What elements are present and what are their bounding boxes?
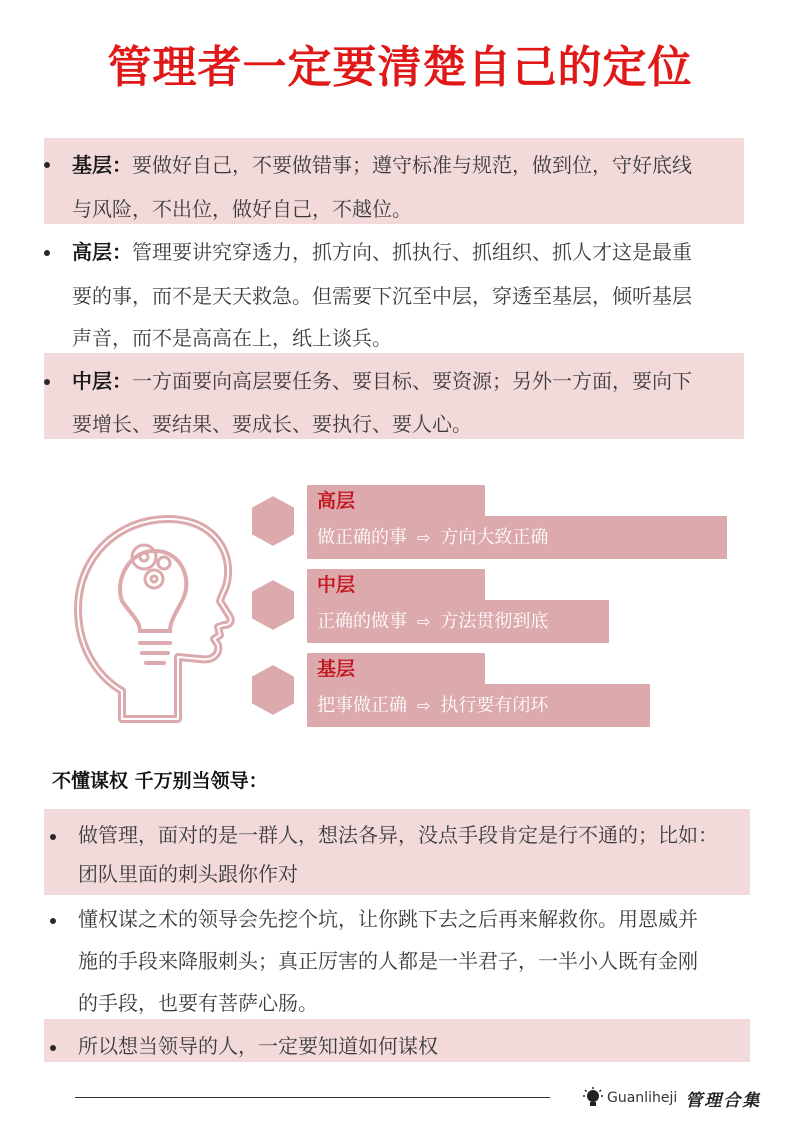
item-line-3: 的手段，也要有菩萨心肠。 xyxy=(78,991,318,1015)
item-label: 高层： xyxy=(72,240,132,264)
lightbulb-icon xyxy=(583,1087,603,1109)
bullet-dot xyxy=(44,162,50,168)
item-text: 管理要讲究穿透力，抓方向、抓执行、抓组织、抓人才这是最重 xyxy=(132,240,692,264)
item-line-2: 要增长、要结果、要成长、要执行、要人心。 xyxy=(72,412,472,436)
page-title: 管理者一定要清楚自己的定位 xyxy=(107,42,693,93)
card-left-text: 把事做正确 xyxy=(317,695,407,716)
item-line-2: 施的手段来降服刺头；真正厉害的人都是一半君子，一半小人既有金刚 xyxy=(78,949,698,973)
item-label: 基层： xyxy=(72,153,132,177)
hexagon-icon xyxy=(248,577,298,633)
item-line-1: 懂权谋之术的领导会先挖个坑，让你跳下去之后再来解救你。用恩威并 xyxy=(78,907,698,931)
item-line-1: 做管理，面对的是一群人，想法各异，没点手段肯定是行不通的；比如： xyxy=(78,823,718,847)
card-body-gaoceng xyxy=(307,516,727,559)
item-line-2: 与风险，不出位，做好自己，不越位。 xyxy=(72,197,412,221)
card-body-jiceng xyxy=(307,684,650,727)
footer-brand xyxy=(583,1086,761,1110)
item-line-2: 团队里面的刺头跟你作对 xyxy=(78,862,298,886)
card-left-text: 正确的做事 xyxy=(317,611,407,632)
bullet-dot xyxy=(44,250,50,256)
brand-latin: Guanliheji xyxy=(607,1090,678,1106)
card-title-zhongceng: 中层 xyxy=(307,569,485,602)
bullet-dot xyxy=(50,918,56,924)
item-line-1: 所以想当领导的人，一定要知道如何谋权 xyxy=(78,1034,438,1058)
item-label: 中层： xyxy=(72,369,132,393)
hexagon-icon xyxy=(248,493,298,549)
item-line-1 xyxy=(72,359,692,403)
card-title-jiceng: 基层 xyxy=(307,653,485,686)
card-right-text: 执行要有闭环 xyxy=(440,695,549,716)
arrow-right-icon: ⇨ xyxy=(417,696,431,715)
card-body-zhongceng xyxy=(307,600,609,643)
card-right-text: 方向大致正确 xyxy=(440,527,549,548)
item-line-3: 声音，而不是高高在上，纸上谈兵。 xyxy=(72,326,392,350)
card-right-text: 方法贯彻到底 xyxy=(440,611,549,632)
item-line-2: 要的事，而不是天天救急。但需要下沉至中层，穿透至基层，倾听基层 xyxy=(72,284,692,308)
bullet-dot xyxy=(50,834,56,840)
footer-divider xyxy=(75,1097,550,1098)
brand-cn: 管理合集 xyxy=(685,1090,762,1111)
item-text: 要做好自己，不要做错事；遵守标准与规范，做到位，守好底线 xyxy=(132,153,692,177)
item-line-1 xyxy=(72,143,692,187)
head-lightbulb-icon xyxy=(60,505,235,735)
item-text: 一方面要向高层要任务、要目标、要资源；另外一方面，要向下 xyxy=(132,369,692,393)
bullet-dot xyxy=(44,379,50,385)
item-line-1 xyxy=(72,230,692,274)
bullet-dot xyxy=(50,1045,56,1051)
card-title-gaoceng: 高层 xyxy=(307,485,485,518)
hexagon-icon xyxy=(248,662,298,718)
section-2-heading: 不懂谋权 千万别当领导： xyxy=(52,770,268,792)
arrow-right-icon: ⇨ xyxy=(417,528,431,547)
arrow-right-icon: ⇨ xyxy=(417,612,431,631)
card-left-text: 做正确的事 xyxy=(317,527,407,548)
